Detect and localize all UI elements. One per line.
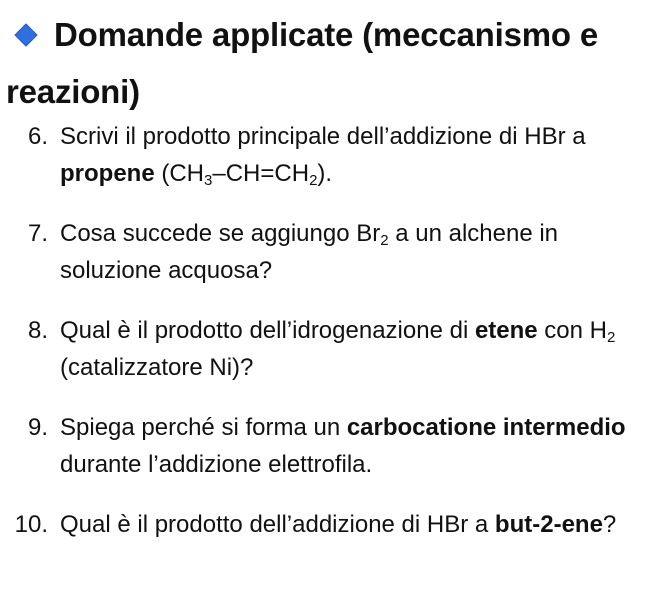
list-item: 9. Spiega perché si forma un carbocatione intermedio durante l’addizione elettrofila.	[0, 409, 666, 483]
bold-term: carbocatione intermedio	[346, 414, 626, 441]
list-item: 8. Qual è il prodotto dell’idrogenazione di etene con $H_2$ (catalizzatore Ni)?	[0, 312, 666, 386]
bold-term: propene	[60, 160, 155, 187]
list-item: 7. Cosa succede se aggiungo $Br_2$ a un alchene in soluzione acquosa?	[0, 215, 666, 289]
item-number: 7.	[27, 220, 48, 247]
item-number: 10.	[14, 511, 48, 538]
item-number: 6.	[27, 123, 48, 150]
blue-diamond-icon	[14, 23, 38, 47]
list-item: 6. Scrivi il prodotto principale dell’addizione di HBr a propene $(CH_3-CH=CH_2)$.	[0, 118, 666, 192]
bold-term: etene	[474, 317, 538, 344]
item-number: 8.	[27, 317, 48, 344]
bold-term: but-2-ene	[494, 511, 603, 538]
section-heading	[6, 6, 656, 120]
heading-title: Domande applicate (meccanismo e reazioni)	[6, 16, 598, 110]
list-item: 10. Qual è il prodotto dell’addizione di HBr a but-2-ene?	[0, 506, 666, 543]
question-list	[0, 118, 666, 566]
item-number: 9.	[27, 414, 48, 441]
